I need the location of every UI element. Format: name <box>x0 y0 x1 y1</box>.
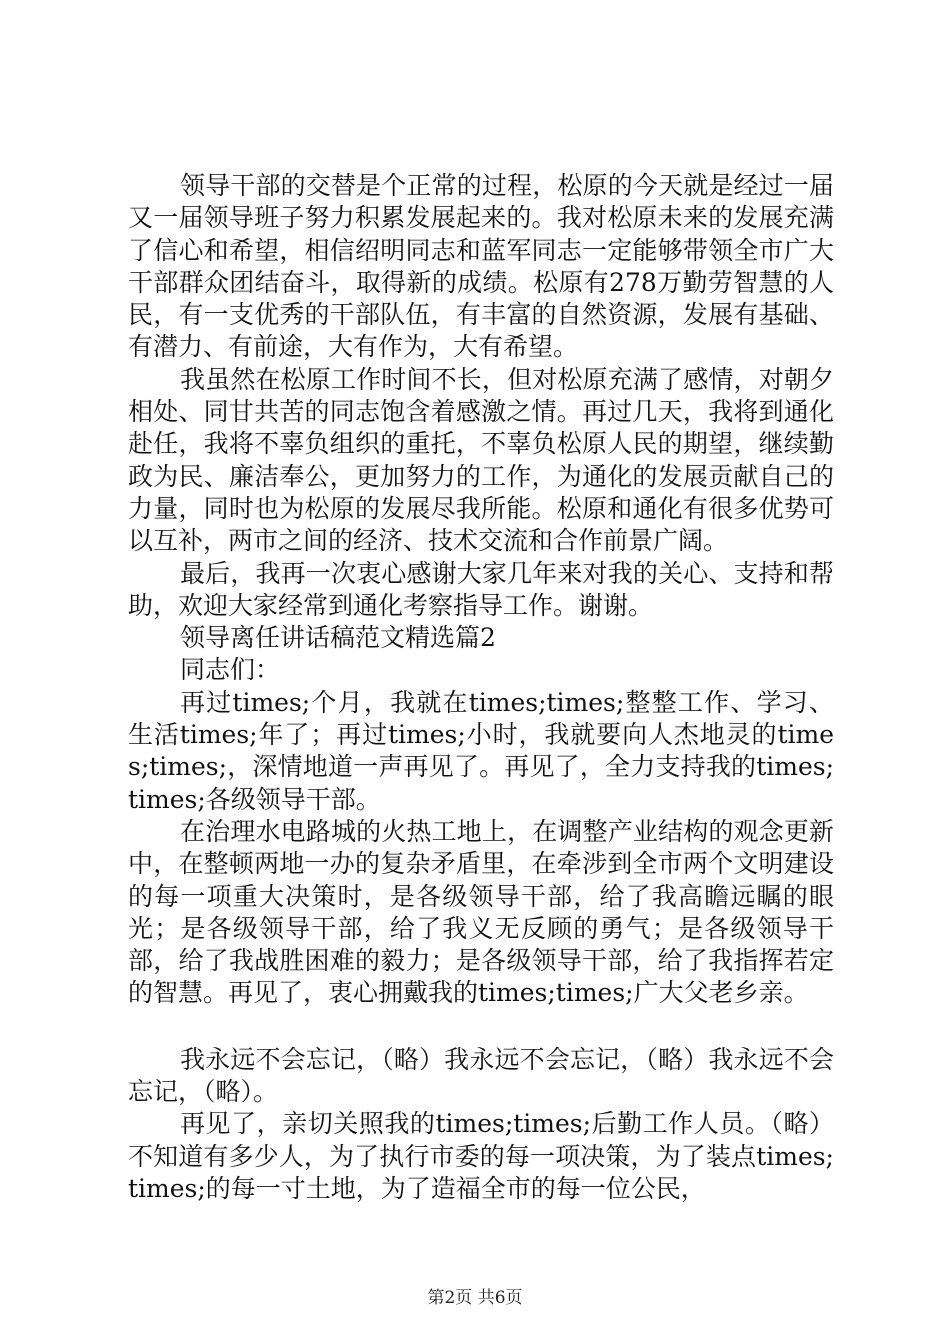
paragraph-handover: 领导干部的交替是个正常的过程，松原的今天就是经过一届又一届领导班子努力积累发展起来的。我对松原未来的发展充满了信心和希望，相信绍明同志和蓝军同志一定能够带领全市广大干部群众团结奋斗，取得新的成绩。松原有278万勤劳智慧的人民，有一支优秀的干部队伍，有丰富的自然资源，发展有基础、有潜力、有前途，大有作为，大有希望。 <box>128 171 834 362</box>
paragraph-feelings: 我虽然在松原工作时间不长，但对松原充满了感情，对朝夕相处、同甘共苦的同志饱含着感激之情。再过几天，我将到通化赴任，我将不辜负组织的重托，不辜负松原人民的期望，继续勤政为民、廉洁奉公，更加努力的工作，为通化的发展贡献自己的力量，同时也为松原的发展尽我所能。松原和通化有很多优势可以互补，两市之间的经济、技术交流和合作前景广阔。 <box>128 364 834 556</box>
paragraph-farewell: 再过times;个月，我就在times;times;整整工作、学习、生活times;年了；再过times;小时，我就要向人杰地灵的times;times;，深情地道一声再见了。再见了，全力支持我的times;times;各级领导干部。 <box>128 687 834 814</box>
section-heading: 领导离任讲话稿范文精选篇2 <box>180 623 496 653</box>
page-number-footer: 第2页 共6页 <box>427 1288 523 1308</box>
salutation: 同志们： <box>180 655 281 685</box>
paragraph-staff: 再见了，亲切关照我的times;times;后勤工作人员。（略）不知道有多少人，为了执行市委的每一项决策，为了装点times;times;的每一寸土地，为了造福全市的每一位公民， <box>128 1109 834 1203</box>
blank-line <box>128 1010 834 1044</box>
paragraph-leaders: 在治理水电路城的火热工地上，在调整产业结构的观念更新中，在整顿两地一办的复杂矛盾里，在牵涉到全市两个文明建设的每一项重大决策时，是各级领导干部，给了我高瞻远瞩的眼光；是各级领导干部，给了我义无反顾的勇气；是各级领导干部，给了我战胜困难的毅力；是各级领导干部，给了我指挥若定的智慧。再见了，衷心拥戴我的times;times;广大父老乡亲。 <box>128 816 834 1008</box>
document-body <box>128 170 834 1205</box>
paragraph-thanks: 最后，我再一次衷心感谢大家几年来对我的关心、支持和帮助，欢迎大家经常到通化考察指导工作。谢谢。 <box>128 558 834 620</box>
paragraph-never-forget: 我永远不会忘记，（略）我永远不会忘记，（略）我永远不会忘记，（略）。 <box>128 1044 834 1107</box>
